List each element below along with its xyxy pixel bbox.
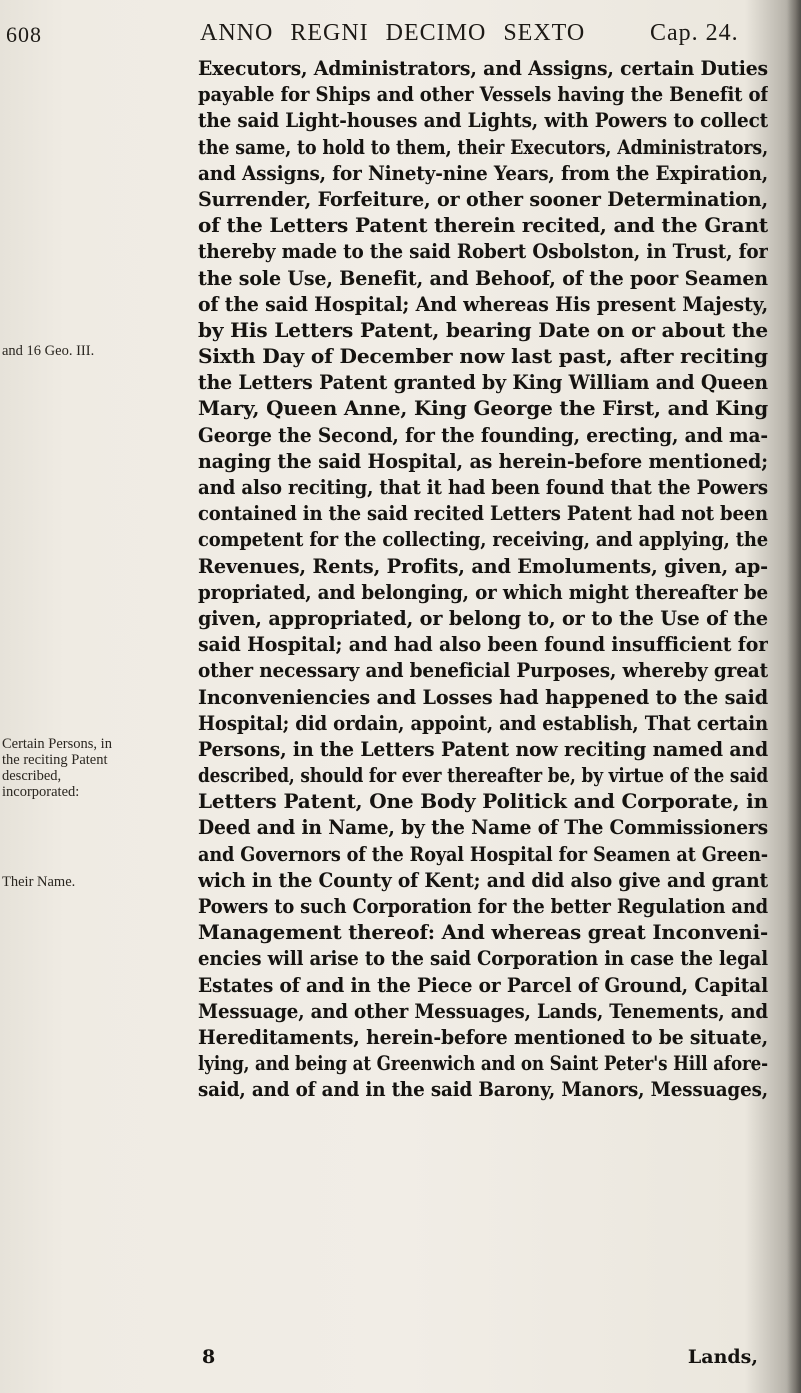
body-line: wich in the County of Kent; and did also give and grant	[198, 868, 768, 892]
body-line: described, should for ever thereafter be, by virtue of the said	[198, 764, 768, 788]
body-line: Persons, in the Letters Patent now reciting named and	[198, 737, 768, 761]
margin-note-reference: and 16 Geo. III.	[2, 343, 95, 359]
body-line: Hereditaments, herein-before mentioned to be situate,	[198, 1025, 768, 1049]
body-line: the said Light-houses and Lights, with Powers to collect	[198, 109, 768, 133]
body-line: other necessary and beneficial Purposes, whereby great	[198, 659, 768, 683]
body-line: the sole Use, Benefit, and Behoof, of the poor Seamen	[198, 266, 768, 290]
body-line: Revenues, Rents, Profits, and Emoluments, given, ap-	[198, 554, 768, 578]
body-line: Executors, Administrators, and Assigns, certain Duties	[198, 57, 768, 80]
body-line: competent for the collecting, receiving, and applying, the	[198, 528, 768, 552]
body-line: thereby made to the said Robert Osbolston, in Trust, for	[198, 240, 768, 264]
catchword: Lands,	[687, 1346, 758, 1368]
body-line: and Governors of the Royal Hospital for Seamen at Green-	[198, 842, 768, 866]
body-line: said, and of and in the said Barony, Manors, Messuages,	[198, 1078, 768, 1102]
body-line: Powers to such Corporation for the better Regulation and	[198, 895, 768, 918]
body-line: and also reciting, that it had been found that the Powers	[198, 476, 768, 499]
body-line: payable for Ships and other Vessels having the Benefit of	[198, 83, 768, 107]
body-line: by His Letters Patent, bearing Date on or about the	[198, 318, 768, 342]
body-line: Sixth Day of December now last past, after reciting	[198, 345, 768, 369]
body-line: said Hospital; and had also been found insufficient for	[198, 633, 768, 657]
running-head-title: ANNO REGNI DECIMO SEXTO	[200, 20, 586, 46]
body-line: Hospital; did ordain, appoint, and establish, That certain	[198, 711, 768, 735]
body-line: encies will arise to the said Corporation in case the legal	[198, 947, 768, 971]
chapter-label: Cap. 24.	[650, 20, 739, 46]
body-line: the Letters Patent granted by King William and Queen	[198, 371, 768, 395]
body-line: lying, and being at Greenwich and on Saint Peter's Hill afore-	[198, 1052, 768, 1076]
body-line: Surrender, Forfeiture, or other sooner Determination,	[198, 187, 768, 211]
body-line: contained in the said recited Letters Patent had not been	[198, 502, 768, 526]
signature-mark: 8	[202, 1346, 216, 1368]
body-line: Inconveniencies and Losses had happened to the said	[198, 685, 768, 709]
body-text	[198, 56, 768, 1104]
body-line: Deed and in Name, by the Name of The Commissioners	[198, 816, 768, 840]
running-header	[0, 8, 801, 56]
body-line: of the said Hospital; And whereas His present Majesty,	[198, 292, 768, 316]
margin-note-their-name: Their Name.	[2, 874, 76, 890]
body-line: given, appropriated, or belong to, or to the Use of the	[198, 606, 768, 630]
body-line: the same, to hold to them, their Executors, Administrators,	[198, 135, 768, 159]
body-line: Mary, Queen Anne, King George the First, and King	[198, 397, 768, 421]
margin-note-incorporated: Certain Persons, in the reciting Patent described, incorporated:	[2, 736, 112, 800]
body-line: and Assigns, for Ninety-nine Years, from the Expiration,	[198, 161, 768, 185]
page-number: 608	[6, 22, 42, 47]
page-edge-shadow	[787, 0, 801, 1393]
body-line: Estates of and in the Piece or Parcel of Ground, Capital	[198, 973, 768, 997]
body-line: Messuage, and other Messuages, Lands, Tenements, and	[198, 999, 768, 1023]
body-line: Letters Patent, One Body Politick and Corporate, in	[198, 790, 768, 814]
body-line: naging the said Hospital, as herein-before mentioned;	[198, 449, 768, 473]
body-line: propriated, and belonging, or which might thereafter be	[198, 580, 768, 604]
body-line: Management thereof: And whereas great Inconveni-	[198, 921, 768, 945]
body-line: George the Second, for the founding, erecting, and ma-	[198, 423, 768, 447]
body-line: of the Letters Patent therein recited, and the Grant	[198, 214, 768, 238]
